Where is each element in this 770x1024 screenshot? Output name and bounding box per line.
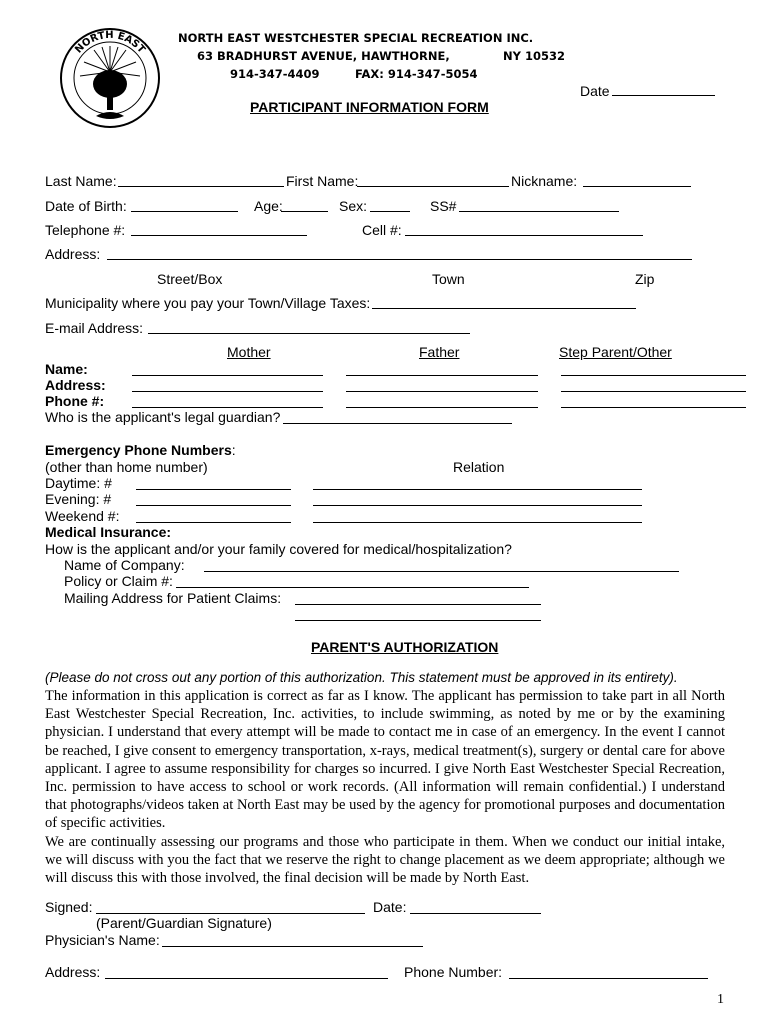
page-number: 1 bbox=[717, 992, 724, 1007]
authorization-body bbox=[45, 687, 725, 887]
mother-name-field[interactable] bbox=[132, 375, 323, 376]
ss-field[interactable] bbox=[459, 211, 619, 212]
step-parent-heading: Step Parent/Other bbox=[559, 344, 672, 360]
guardian-name-label: Name: bbox=[45, 361, 88, 377]
legal-guardian-label: Who is the applicant's legal guardian? bbox=[45, 409, 281, 425]
father-heading: Father bbox=[419, 344, 460, 360]
sex-field[interactable] bbox=[370, 211, 410, 212]
mother-address-field[interactable] bbox=[132, 391, 323, 392]
physician-field[interactable] bbox=[162, 946, 423, 947]
emergency-subtitle: (other than home number) bbox=[45, 459, 208, 475]
date-field[interactable] bbox=[612, 95, 715, 96]
age-label: Age: bbox=[254, 198, 283, 214]
signature-field[interactable] bbox=[96, 913, 365, 914]
org-phone: 914-347-4409 bbox=[230, 67, 320, 81]
step-parent-address-field[interactable] bbox=[561, 391, 746, 392]
father-phone-field[interactable] bbox=[346, 407, 538, 408]
legal-guardian-field[interactable] bbox=[283, 423, 512, 424]
weekend-field[interactable] bbox=[136, 522, 291, 523]
weekend-relation-field[interactable] bbox=[313, 522, 642, 523]
signature-date-label: Date: bbox=[373, 899, 407, 915]
last-name-label: Last Name: bbox=[45, 173, 117, 189]
first-name-field[interactable] bbox=[357, 186, 509, 187]
physician-address-label: Address: bbox=[45, 964, 101, 980]
org-logo bbox=[58, 22, 162, 134]
svg-text:NORTH EAST: NORTH EAST bbox=[73, 29, 147, 56]
weekend-label: Weekend #: bbox=[45, 508, 120, 524]
company-label: Name of Company: bbox=[64, 557, 185, 573]
email-label: E-mail Address: bbox=[45, 320, 144, 336]
signed-label: Signed: bbox=[45, 899, 93, 915]
ss-label: SS# bbox=[430, 198, 457, 214]
nickname-label: Nickname: bbox=[511, 173, 578, 189]
evening-field[interactable] bbox=[136, 505, 291, 506]
town-label: Town bbox=[432, 271, 465, 287]
nickname-field[interactable] bbox=[583, 186, 691, 187]
org-fax: FAX: 914-347-5054 bbox=[355, 67, 478, 81]
telephone-label: Telephone #: bbox=[45, 222, 126, 238]
cell-label: Cell #: bbox=[362, 222, 402, 238]
phone-number-label: Phone Number: bbox=[404, 964, 503, 980]
org-street-address: 63 BRADHURST AVENUE, HAWTHORNE, bbox=[197, 49, 450, 63]
date-label: Date bbox=[580, 83, 610, 99]
mailing-label: Mailing Address for Patient Claims: bbox=[64, 590, 282, 606]
dob-field[interactable] bbox=[131, 211, 238, 212]
mother-heading: Mother bbox=[227, 344, 271, 360]
evening-label: Evening: # bbox=[45, 491, 112, 507]
policy-label: Policy or Claim #: bbox=[64, 573, 173, 589]
signature-date-field[interactable] bbox=[410, 913, 541, 914]
step-parent-name-field[interactable] bbox=[561, 375, 746, 376]
zip-label: Zip bbox=[635, 271, 655, 287]
last-name-field[interactable] bbox=[118, 186, 284, 187]
daytime-field[interactable] bbox=[136, 489, 291, 490]
authorization-note: (Please do not cross out any portion of this authorization. This statement must be approved in its entirety). bbox=[45, 670, 678, 685]
policy-field[interactable] bbox=[176, 587, 529, 588]
address-label: Address: bbox=[45, 246, 101, 262]
form-title: PARTICIPANT INFORMATION FORM bbox=[250, 99, 489, 115]
physician-address-field[interactable] bbox=[105, 978, 388, 979]
cell-field[interactable] bbox=[405, 235, 643, 236]
org-zip: NY 10532 bbox=[503, 49, 565, 63]
telephone-field[interactable] bbox=[131, 235, 307, 236]
mailing-field-1[interactable] bbox=[295, 604, 541, 605]
phone-number-field[interactable] bbox=[509, 978, 708, 979]
email-field[interactable] bbox=[148, 333, 470, 334]
sex-label: Sex: bbox=[339, 198, 368, 214]
parent-signature-caption: (Parent/Guardian Signature) bbox=[96, 915, 272, 931]
first-name-label: First Name: bbox=[286, 173, 359, 189]
physician-label: Physician's Name: bbox=[45, 932, 160, 948]
daytime-relation-field[interactable] bbox=[313, 489, 642, 490]
medical-heading: Medical Insurance: bbox=[45, 524, 172, 540]
age-field[interactable] bbox=[281, 211, 328, 212]
emergency-heading: Emergency Phone Numbers: bbox=[45, 442, 236, 458]
authorization-heading: PARENT'S AUTHORIZATION bbox=[311, 639, 499, 655]
evening-relation-field[interactable] bbox=[313, 505, 642, 506]
guardian-address-label: Address: bbox=[45, 377, 106, 393]
authorization-paragraph-1: The information in this application is correct as far as I know. The applicant has permission to take part in all North East Westchester Special Recreation, Inc. activities, to include swimming, as noted by me or by the examining physician. I understand that every attempt will be made to contact me in case of an emergency. In the event I cannot be reached, I give consent to emergency transportation, x-rays, medical treatment(s), surgery or dental care for above applicant. I agree to assume responsibility for charges so incurred. I give North East Westchester Special Recreation, Inc. permission to have access to school or work records. (All information will remain confidential.) I understand that photographs/videos taken at North East may be used by the agency for promotional purposes and documentation of specific activities. bbox=[45, 688, 725, 832]
mailing-field-2[interactable] bbox=[295, 620, 541, 621]
address-field[interactable] bbox=[107, 259, 692, 260]
relation-heading: Relation bbox=[453, 459, 505, 475]
father-name-field[interactable] bbox=[346, 375, 538, 376]
street-box-label: Street/Box bbox=[157, 271, 223, 287]
authorization-paragraph-2: We are continually assessing our programs and those who participate in them. When we conduct our initial intake, we will discuss with you the fact that we reserve the right to change placement as we deem appropriate; although we will discuss this with those involved, the final decision will be made by North East. bbox=[45, 833, 725, 887]
medical-question: How is the applicant and/or your family covered for medical/hospitalization? bbox=[45, 541, 512, 557]
dob-label: Date of Birth: bbox=[45, 198, 127, 214]
father-address-field[interactable] bbox=[346, 391, 538, 392]
guardian-phone-label: Phone #: bbox=[45, 393, 105, 409]
municipality-field[interactable] bbox=[372, 308, 636, 309]
org-name: NORTH EAST WESTCHESTER SPECIAL RECREATION INC. bbox=[178, 31, 534, 45]
daytime-label: Daytime: # bbox=[45, 475, 112, 491]
municipality-label: Municipality where you pay your Town/Village Taxes: bbox=[45, 295, 371, 311]
step-parent-phone-field[interactable] bbox=[561, 407, 746, 408]
company-field[interactable] bbox=[204, 571, 679, 572]
mother-phone-field[interactable] bbox=[132, 407, 323, 408]
